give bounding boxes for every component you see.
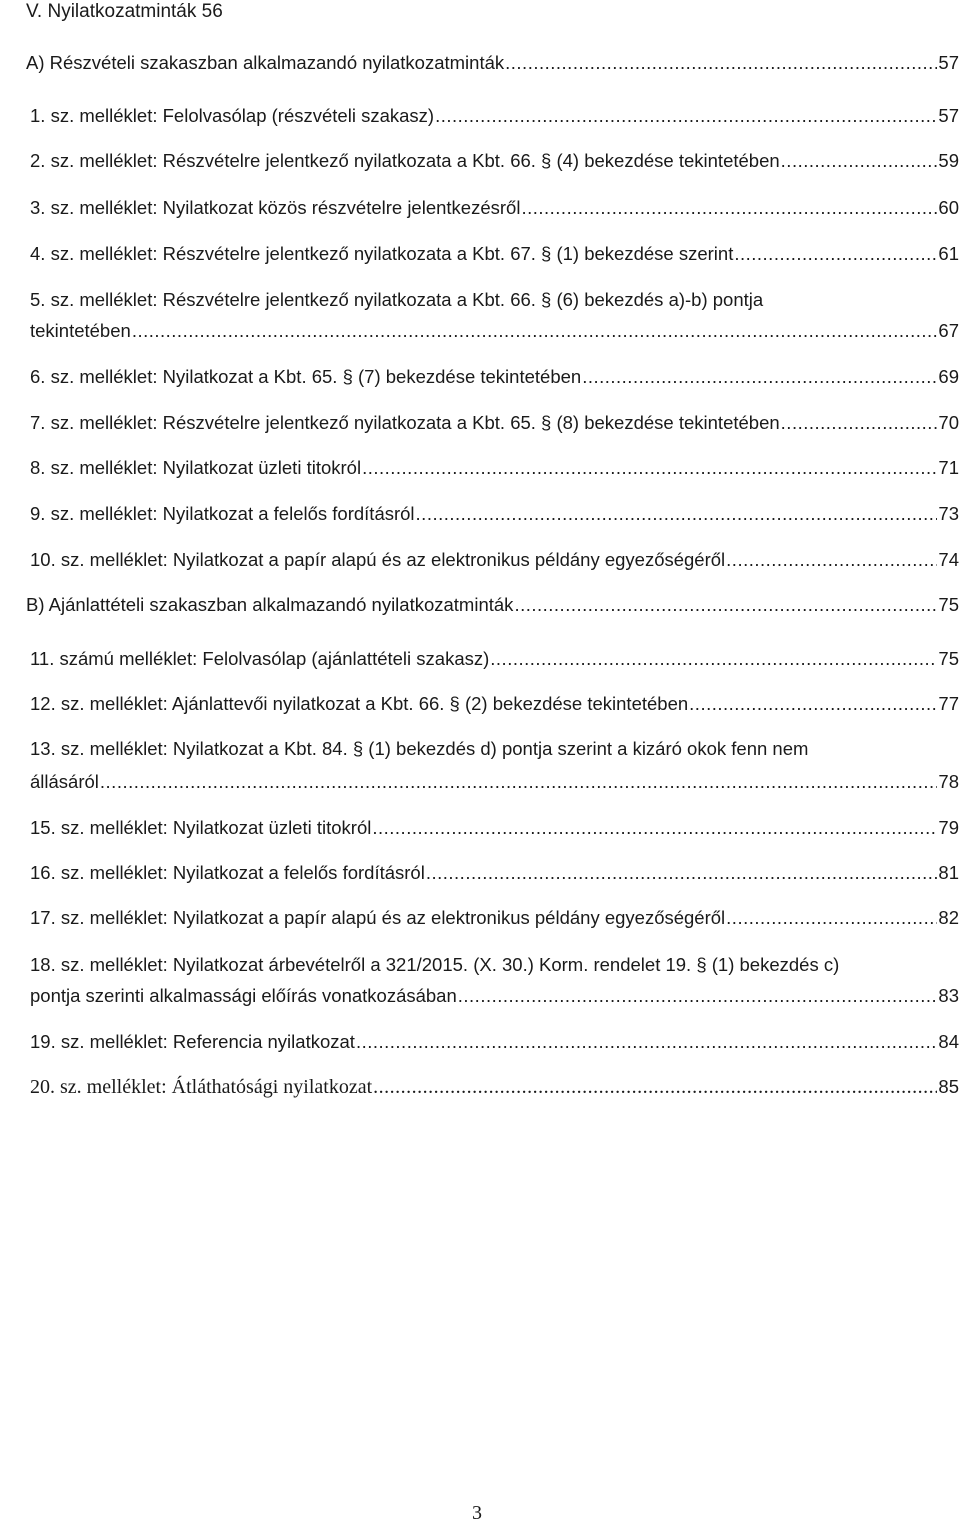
toc-entry-text: B) Ajánlattételi szakaszban alkalmazandó nyilatkozatminták [26, 594, 514, 615]
toc-entry-text: 9. sz. melléklet: Nyilatkozat a felelős fordításról [30, 503, 415, 524]
toc-page-number: 83 [938, 985, 959, 1006]
toc-entry-1[interactable] [30, 105, 959, 127]
toc-entry-9[interactable] [30, 503, 959, 525]
toc-section-b[interactable] [26, 594, 959, 616]
toc-entry-13-line1[interactable]: 13. sz. melléklet: Nyilatkozat a Kbt. 84. § (1) bekezdés d) pontja szerint a kizáró okok fenn nem [30, 738, 809, 759]
toc-page-number: 75 [938, 648, 959, 669]
toc-page-number: 85 [938, 1076, 959, 1097]
dot-leader [726, 549, 937, 571]
toc-entry-text: 3. sz. melléklet: Nyilatkozat közös részvételre jelentkezésről [30, 197, 521, 218]
toc-page-number: 74 [938, 549, 959, 570]
toc-entry-text: tekintetében [30, 320, 131, 341]
toc-page-number: 57 [938, 52, 959, 73]
page-footer-number: 3 [472, 1502, 482, 1524]
toc-entry-10[interactable] [30, 549, 959, 571]
toc-page-number: 67 [938, 320, 959, 341]
toc-entry-text: 19. sz. melléklet: Referencia nyilatkozat [30, 1031, 355, 1052]
toc-page-number: 77 [938, 693, 959, 714]
dot-leader [490, 648, 937, 670]
toc-entry-17[interactable] [30, 907, 959, 929]
toc-entry-text: 8. sz. melléklet: Nyilatkozat üzleti titokról [30, 457, 362, 478]
dot-leader [132, 320, 938, 342]
toc-entry-16[interactable] [30, 862, 959, 884]
toc-page-number: 57 [938, 105, 959, 126]
toc-entry-text: 6. sz. melléklet: Nyilatkozat a Kbt. 65. § (7) bekezdése tekintetében [30, 366, 582, 387]
toc-entry-text: 2. sz. melléklet: Részvételre jelentkező nyilatkozata a Kbt. 66. § (4) bekezdése tekintetében [30, 150, 780, 171]
dot-leader [372, 817, 937, 839]
dot-leader [582, 366, 937, 388]
toc-entry-text: 16. sz. melléklet: Nyilatkozat a felelős fordításról [30, 862, 425, 883]
toc-entry-text: 4. sz. melléklet: Részvételre jelentkező nyilatkozata a Kbt. 67. § (1) bekezdése szerint [30, 243, 734, 264]
dot-leader [734, 243, 937, 265]
toc-entry-5[interactable] [30, 320, 959, 342]
toc-entry-19[interactable] [30, 1031, 959, 1053]
dot-leader [781, 150, 938, 172]
toc-entry-text: 10. sz. melléklet: Nyilatkozat a papír alapú és az elektronikus példány egyezőségéről [30, 549, 726, 570]
toc-entry-text: pontja szerinti alkalmassági előírás vonatkozásában [30, 985, 457, 1006]
toc-page-number: 69 [938, 366, 959, 387]
toc-entry-text: 17. sz. melléklet: Nyilatkozat a papír alapú és az elektronikus példány egyezőségéről [30, 907, 726, 928]
toc-page-number: 61 [938, 243, 959, 264]
toc-page-number: 81 [938, 862, 959, 883]
dot-leader [781, 412, 938, 434]
dot-leader [435, 105, 937, 127]
toc-entry-13[interactable] [30, 771, 959, 793]
toc-page-number: 79 [938, 817, 959, 838]
toc-page-number: 70 [938, 412, 959, 433]
toc-entry-18-line1[interactable]: 18. sz. melléklet: Nyilatkozat árbevételről a 321/2015. (X. 30.) Korm. rendelet 19. § (1) bekezdés c) [30, 954, 840, 975]
dot-leader [514, 594, 937, 616]
toc-entry-text: állásáról [30, 771, 99, 792]
toc-entry-5-line1[interactable]: 5. sz. melléklet: Részvételre jelentkező nyilatkozata a Kbt. 66. § (6) bekezdés a)-b) pontja [30, 289, 764, 310]
dot-leader [356, 1031, 937, 1053]
toc-entry-15[interactable] [30, 817, 959, 839]
toc-page-number: 78 [938, 771, 959, 792]
toc-entry-8[interactable] [30, 457, 959, 479]
toc-entry-3[interactable] [30, 197, 959, 219]
toc-entry-text: 20. sz. melléklet: Átláthatósági nyilatkozat [30, 1076, 373, 1098]
toc-page-number: 82 [938, 907, 959, 928]
toc-entry-4[interactable] [30, 243, 959, 265]
toc-entry-text: 12. sz. melléklet: Ajánlattevői nyilatkozat a Kbt. 66. § (2) bekezdése tekintetében [30, 693, 689, 714]
dot-leader [100, 771, 938, 793]
toc-entry-7[interactable] [30, 412, 959, 434]
toc-page-number: 73 [938, 503, 959, 524]
toc-entry-18[interactable] [30, 985, 959, 1007]
toc-entry-2[interactable] [30, 150, 959, 172]
dot-leader [458, 985, 938, 1007]
toc-entry-text: A) Részvételi szakaszban alkalmazandó nyilatkozatminták [26, 52, 505, 73]
dot-leader [726, 907, 937, 929]
dot-leader [362, 457, 937, 479]
toc-entry-text: 7. sz. melléklet: Részvételre jelentkező nyilatkozata a Kbt. 65. § (8) bekezdése tekintetében [30, 412, 780, 433]
toc-entry-text: 15. sz. melléklet: Nyilatkozat üzleti titokról [30, 817, 372, 838]
toc-entry-11[interactable] [30, 648, 959, 670]
toc-page-number: 75 [938, 594, 959, 615]
dot-leader [416, 503, 938, 525]
toc-page-number: 84 [938, 1031, 959, 1052]
toc-page-number: 71 [938, 457, 959, 478]
dot-leader [505, 52, 937, 74]
toc-page-number: 60 [938, 197, 959, 218]
toc-entry-12[interactable] [30, 693, 959, 715]
dot-leader [521, 197, 937, 219]
toc-entry-text: 11. számú melléklet: Felolvasólap (ajánlattételi szakasz) [30, 648, 490, 669]
toc-heading: V. Nyilatkozatminták 56 [26, 1, 223, 22]
toc-page-number: 59 [938, 150, 959, 171]
toc-section-a[interactable] [26, 52, 959, 74]
dot-leader [373, 1076, 937, 1098]
toc-entry-20[interactable] [30, 1076, 959, 1098]
dot-leader [689, 693, 937, 715]
toc-entry-6[interactable] [30, 366, 959, 388]
toc-entry-text: 1. sz. melléklet: Felolvasólap (részvételi szakasz) [30, 105, 435, 126]
dot-leader [426, 862, 938, 884]
